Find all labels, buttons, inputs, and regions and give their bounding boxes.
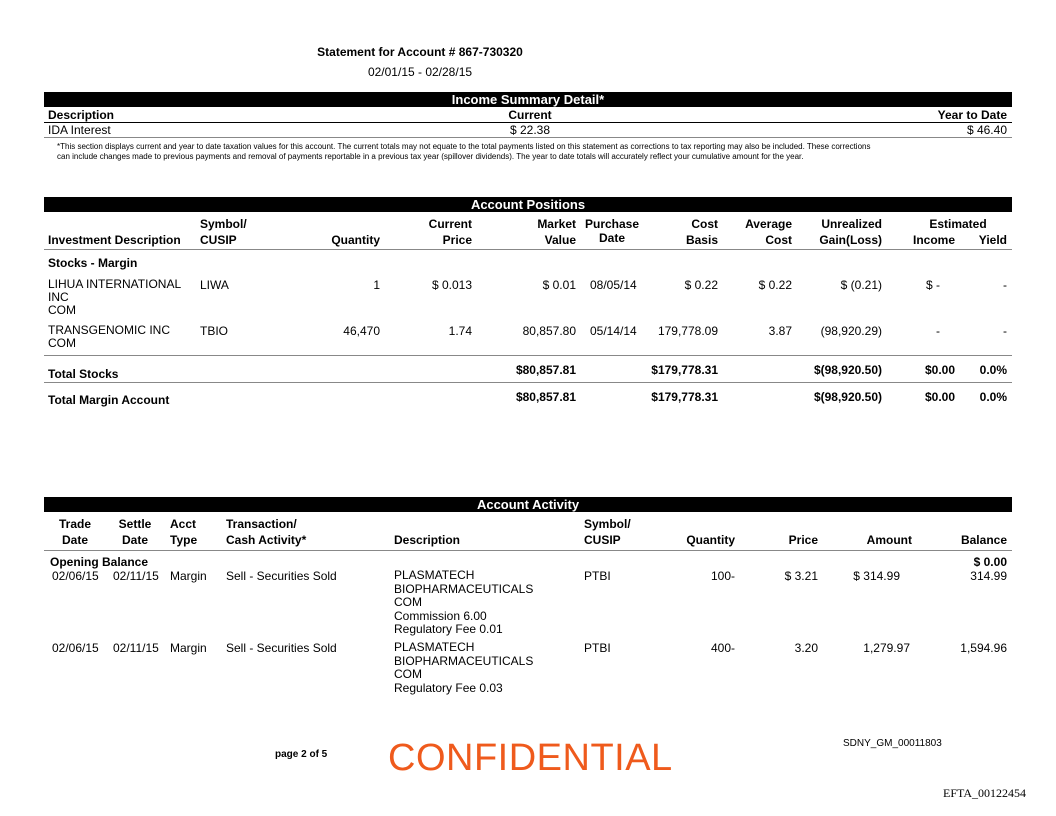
pos-col-mv1: Market: [537, 217, 576, 231]
total-margin-yield: 0.0%: [979, 390, 1007, 404]
pos-row1-market-value: $ 0.01: [542, 278, 576, 292]
act-col-amount: Amount: [866, 533, 912, 547]
income-row-ytd: $ 46.40: [966, 123, 1007, 137]
total-stocks-label: Total Stocks: [48, 367, 119, 381]
act-row1-quantity: 100-: [710, 569, 735, 583]
pos-row2-purchase-date: 05/14/14: [590, 324, 637, 338]
total-margin-label: Total Margin Account: [48, 393, 170, 407]
pos-row1-desc-line3: COM: [48, 303, 76, 317]
pos-col-price1: Current: [428, 217, 472, 231]
act-col-symbol2: CUSIP: [584, 533, 621, 547]
pos-row2-yield: -: [1003, 324, 1007, 338]
pos-row2-market-value: 80,857.80: [522, 324, 576, 338]
income-summary-bar: Income Summary Detail*: [44, 92, 1012, 107]
total-margin-market-value: $80,857.81: [515, 390, 576, 404]
total-margin-unrealized: $(98,920.50): [813, 390, 882, 404]
act-col-acct2: Type: [170, 533, 198, 547]
confidential-stamp: CONFIDENTIAL: [388, 737, 673, 779]
pos-col-symbol2: CUSIP: [200, 233, 237, 247]
act-row2-desc-line2: BIOPHARMACEUTICALS: [394, 653, 534, 668]
act-col-tx1: Transaction/: [226, 517, 297, 531]
act-row1-symbol: PTBI: [584, 569, 611, 583]
pos-row1-desc-line2: INC: [48, 290, 69, 304]
opening-balance-label: Opening Balance: [50, 555, 149, 569]
income-col-description: Description: [48, 108, 115, 122]
pos-row1-cost-basis: $ 0.22: [684, 278, 718, 292]
act-row1-amount: $ 314.99: [853, 569, 900, 583]
pos-row1-yield: -: [1003, 278, 1007, 292]
pos-row2-desc-line2: COM: [48, 336, 76, 350]
act-col-symbol1: Symbol/: [584, 517, 631, 531]
pos-row2-symbol: TBIO: [200, 324, 229, 338]
income-note-line1: *This section displays current and year to date taxation values for this account. The current totals may not equate to the total payments listed on this statement as corrections to tax reporting may also be included. These corrections: [57, 142, 871, 151]
bates-number: SDNY_GM_00011803: [843, 738, 942, 749]
pos-col-estimated: Estimated: [929, 217, 987, 231]
pos-row1-purchase-date: 08/05/14: [590, 278, 637, 292]
pos-row-desc: [48, 278, 181, 317]
page-number: page 2 of 5: [275, 749, 328, 760]
pos-row-desc: [48, 324, 170, 350]
act-row1-desc-line5: Regulatory Fee 0.01: [394, 622, 503, 636]
act-row1-acct-type: Margin: [170, 569, 207, 583]
pos-row1-symbol: LIWA: [200, 278, 229, 292]
act-row2-quantity: 400-: [710, 641, 735, 655]
act-row2-acct-type: Margin: [170, 641, 207, 655]
pos-row2-price: 1.74: [448, 324, 472, 338]
pos-row2-quantity: 46,470: [343, 324, 380, 338]
statement-title: Statement for Account # 867-730320: [317, 45, 523, 59]
act-row1-desc-line2: BIOPHARMACEUTICALS: [394, 581, 534, 596]
activity-bar: Account Activity: [44, 497, 1012, 512]
act-row1-price: $ 3.21: [784, 569, 818, 583]
act-row2-price: 3.20: [794, 641, 818, 655]
act-row2-transaction: Sell - Securities Sold: [226, 641, 337, 655]
act-col-tx2: Cash Activity*: [226, 533, 307, 547]
income-row-description: IDA Interest: [48, 123, 111, 137]
total-stocks-market-value: $80,857.81: [515, 363, 576, 377]
act-row1-desc-line3: COM: [394, 595, 422, 609]
act-row1-description: [394, 569, 533, 637]
act-row1-desc-line1: PLASMATECH: [394, 568, 475, 582]
pos-row1-quantity: 1: [373, 278, 380, 292]
pos-col-cb1: Cost: [691, 217, 718, 231]
total-stocks-income: $0.00: [924, 363, 955, 377]
pos-row2-income: -: [936, 324, 940, 338]
pos-row2-avg-cost: 3.87: [768, 324, 792, 338]
pos-col-cb2: Basis: [685, 233, 718, 247]
total-stocks-cost-basis: $179,778.31: [651, 363, 718, 377]
pos-col-pd1: Purchase: [584, 217, 640, 231]
act-row2-desc-line4: Regulatory Fee 0.03: [394, 680, 503, 695]
act-row1-balance: 314.99: [970, 569, 1007, 583]
pos-row1-price: $ 0.013: [431, 278, 472, 292]
income-note-line2: can include changes made to previous payments and removal of payments reportable in a previous tax year (spillover dividends). The year to date totals will accurately reflect your cumulative amount for the year.: [57, 152, 804, 161]
act-row2-trade-date: 02/06/15: [52, 641, 99, 655]
pos-section-label: Stocks - Margin: [48, 256, 138, 270]
act-row2-description: [394, 641, 533, 695]
pos-col-price2: Price: [442, 233, 472, 247]
pos-col-mv2: Value: [544, 233, 576, 247]
income-col-ytd: Year to Date: [937, 108, 1007, 122]
opening-balance-value: $ 0.00: [973, 555, 1007, 569]
act-col-settle1: Settle: [118, 517, 152, 531]
act-row1-settle-date: 02/11/15: [113, 569, 159, 583]
act-row2-desc-line3: COM: [394, 667, 422, 681]
pos-row2-cost-basis: 179,778.09: [657, 324, 718, 338]
act-col-trade2: Date: [61, 533, 88, 547]
act-row2-desc-line1: PLASMATECH: [394, 640, 475, 654]
act-row2-settle-date: 02/11/15: [113, 641, 159, 655]
act-row2-amount: 1,279.97: [863, 641, 910, 655]
pos-row1-unrealized: $ (0.21): [840, 278, 882, 292]
income-row-current: $ 22.38: [509, 123, 551, 137]
pos-row2-desc-line1: TRANSGENOMIC INC: [48, 323, 171, 337]
act-row2-balance: 1,594.96: [960, 641, 1007, 655]
total-margin-income: $0.00: [924, 390, 955, 404]
statement-period: 02/01/15 - 02/28/15: [367, 65, 473, 79]
pos-row1-desc-line1: LIHUA INTERNATIONAL: [48, 277, 182, 291]
pos-col-ac1: Average: [745, 217, 792, 231]
total-margin-cost-basis: $179,778.31: [651, 390, 718, 404]
act-col-price: Price: [788, 533, 818, 547]
act-col-acct1: Acct: [170, 517, 197, 531]
total-stocks-unrealized: $(98,920.50): [813, 363, 882, 377]
pos-col-symbol1: Symbol/: [200, 217, 247, 231]
total-stocks-yield: 0.0%: [979, 363, 1007, 377]
income-col-current: Current: [508, 108, 552, 122]
act-col-description: Description: [394, 533, 461, 547]
act-row1-transaction: Sell - Securities Sold: [226, 569, 337, 583]
act-col-balance: Balance: [960, 533, 1007, 547]
act-row2-symbol: PTBI: [584, 641, 611, 655]
pos-col-ac2: Cost: [765, 233, 792, 247]
pos-col-yield: Yield: [978, 233, 1007, 247]
act-col-quantity: Quantity: [686, 533, 735, 547]
pos-row1-avg-cost: $ 0.22: [758, 278, 792, 292]
pos-col-income: Income: [912, 233, 955, 247]
positions-bar: Account Positions: [44, 197, 1012, 212]
act-row1-trade-date: 02/06/15: [52, 569, 99, 583]
pos-row2-unrealized: (98,920.29): [820, 324, 882, 338]
pos-col-investment: Investment Description: [48, 233, 181, 247]
act-col-settle2: Date: [121, 533, 148, 547]
pos-col-ug2: Gain(Loss): [819, 233, 882, 247]
pos-row1-income: $ -: [926, 278, 941, 292]
pos-col-ug1: Unrealized: [821, 217, 882, 231]
efta-number: EFTA_00122454: [943, 786, 1027, 800]
act-row1-desc-line4: Commission 6.00: [394, 608, 487, 623]
act-col-trade1: Trade: [58, 517, 91, 531]
pos-col-quantity: Quantity: [331, 233, 380, 247]
pos-col-pd2: Date: [598, 231, 625, 245]
